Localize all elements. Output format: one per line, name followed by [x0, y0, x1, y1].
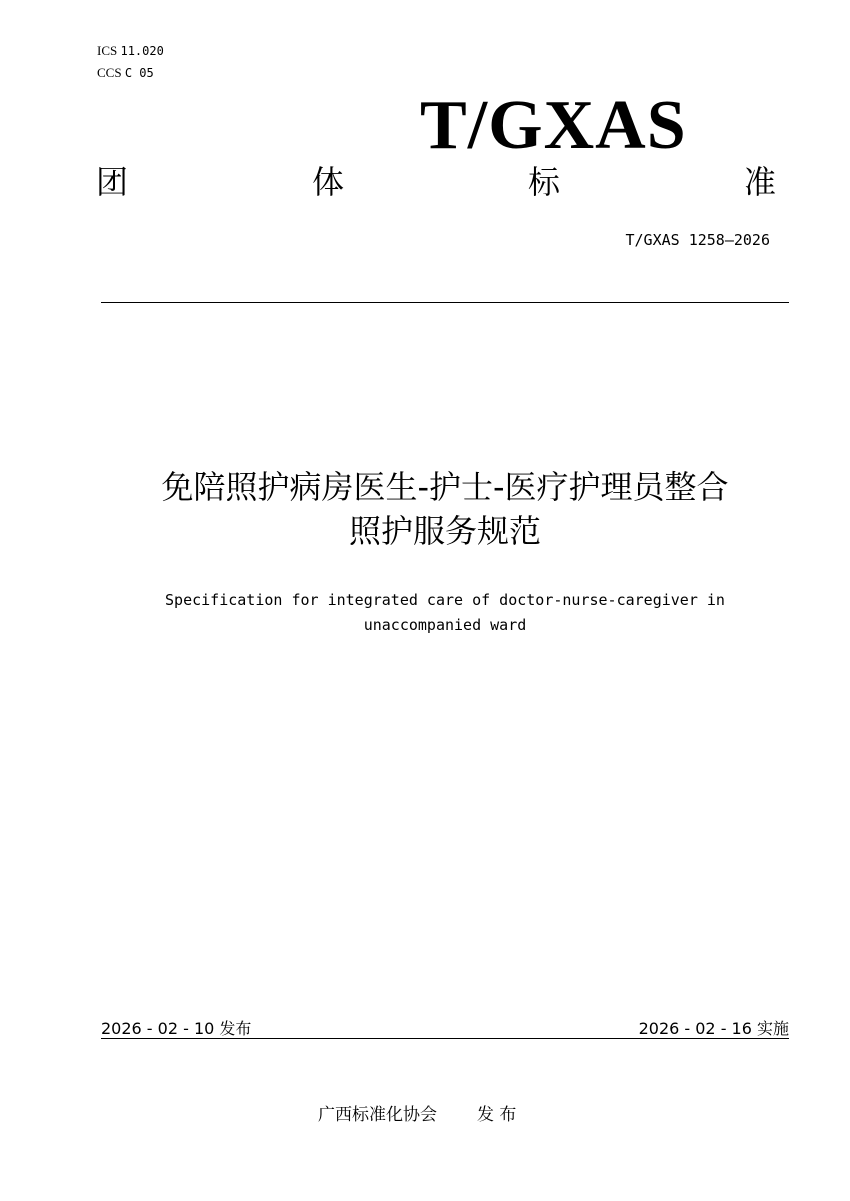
- publisher-line: [318, 1100, 516, 1125]
- implementation-date: 2026 - 02 - 16 实施: [638, 1019, 789, 1038]
- ics-label: ICS: [97, 43, 118, 58]
- ccs-line: [97, 62, 164, 84]
- standard-logo: T/GXAS: [420, 87, 687, 164]
- ics-line: [97, 40, 164, 62]
- issue-date: 2026 - 02 - 10 发布: [101, 1019, 252, 1038]
- kind-char-4: 准: [744, 163, 777, 201]
- publisher-action: 发 布: [477, 1105, 517, 1125]
- footer-divider: [101, 1038, 789, 1039]
- kind-char-3: 标: [528, 163, 561, 201]
- title-cn-line-1: 免陪照护病房医生-护士-医疗护理员整合: [161, 468, 729, 506]
- kind-char-2: 体: [312, 163, 345, 201]
- title-chinese: [90, 465, 800, 553]
- classification-codes: [97, 40, 164, 84]
- title-english: [90, 588, 800, 638]
- ccs-label: CCS: [97, 65, 122, 80]
- header-divider: [101, 302, 789, 303]
- kind-char-1: 团: [96, 163, 129, 201]
- standard-number: T/GXAS 1258—2026: [625, 231, 770, 249]
- publisher-name: 广西标准化协会: [318, 1105, 437, 1125]
- ics-code: 11.020: [120, 44, 164, 58]
- title-en-line-2: unaccompanied ward: [363, 616, 527, 634]
- ccs-code: C 05: [124, 66, 154, 80]
- title-en-line-1: Specification for integrated care of doctor-nurse-caregiver in: [165, 591, 725, 609]
- title-cn-line-2: 照护服务规范: [348, 512, 541, 550]
